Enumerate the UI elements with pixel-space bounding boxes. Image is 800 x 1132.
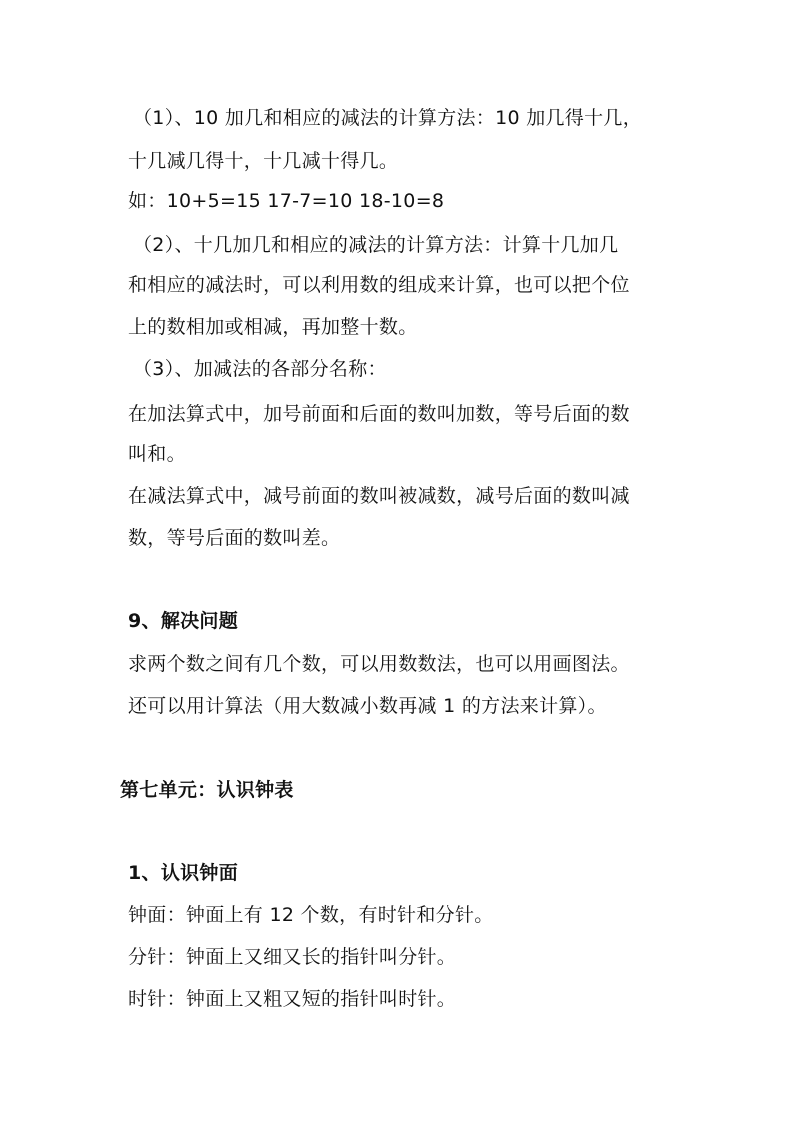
paragraph-line: 数，等号后面的数叫差。 [128, 527, 341, 549]
paragraph-line: 时针：钟面上又粗又短的指针叫时针。 [128, 988, 457, 1010]
paragraph-line: 叫和。 [128, 443, 186, 465]
section-heading: 1、认识钟面 [128, 862, 239, 884]
paragraph-line: 在加法算式中，加号前面和后面的数叫加数，等号后面的数 [128, 403, 630, 425]
paragraph-line: 分针：钟面上又细又长的指针叫分针。 [128, 946, 457, 968]
paragraph-line: 还可以用计算法（用大数减小数再减 1 的方法来计算）。 [128, 695, 607, 717]
paragraph-line: 十几减几得十，十几减十得几。 [128, 150, 399, 172]
paragraph-line: 在减法算式中，减号前面的数叫被减数，减号后面的数叫减 [128, 485, 630, 507]
paragraph-line: （3）、加减法的各部分名称： [133, 358, 387, 380]
paragraph-line: （1）、10 加几和相应的减法的计算方法：10 加几得十几， [133, 107, 643, 129]
unit-heading: 第七单元：认识钟表 [120, 779, 294, 801]
paragraph-line: 和相应的减法时，可以利用数的组成来计算，也可以把个位 [128, 274, 630, 296]
paragraph-line: 钟面：钟面上有 12 个数，有时针和分针。 [128, 904, 494, 926]
paragraph-line: （2）、十几加几和相应的减法的计算方法：计算十几加几 [133, 234, 619, 256]
section-heading: 9、解决问题 [128, 610, 239, 632]
example-line: 如：10+5=15 17-7=10 18-10=8 [128, 190, 445, 212]
paragraph-line: 上的数相加或相减，再加整十数。 [128, 316, 418, 338]
paragraph-line: 求两个数之间有几个数，可以用数数法，也可以用画图法。 [128, 653, 630, 675]
